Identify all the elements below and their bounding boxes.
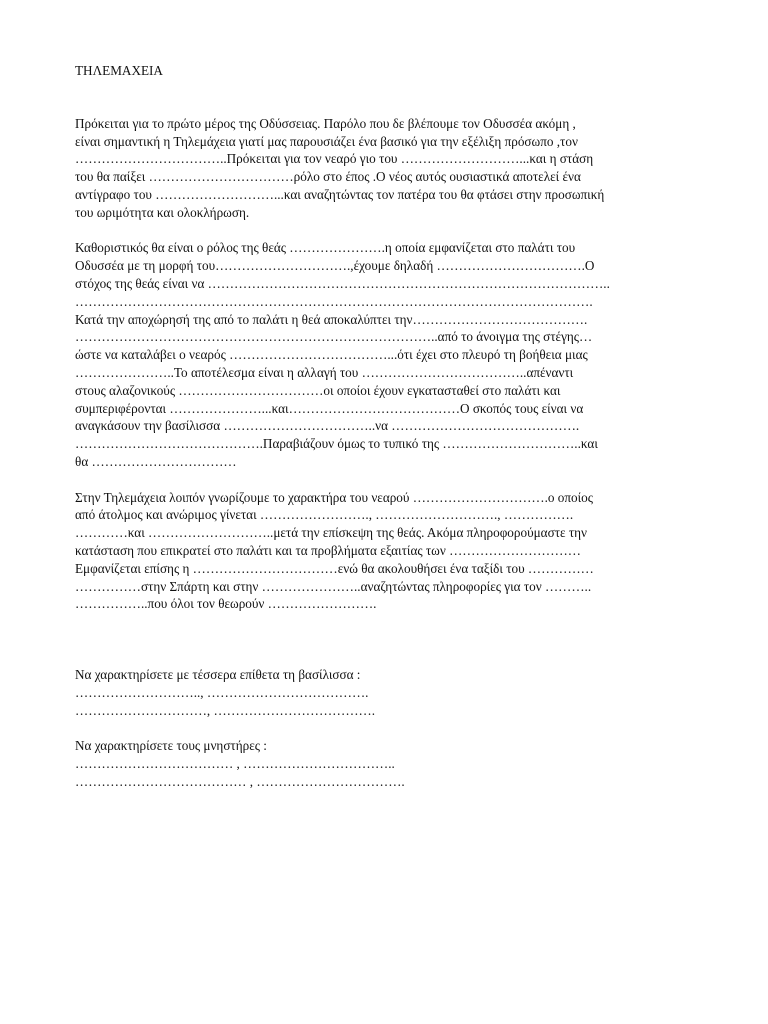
text-line: Καθοριστικός θα είναι ο ρόλος της θεάς ………………….η οποία εμφανίζεται στο παλάτι του [75,240,576,256]
text-line: Κατά την αποχώρησή της από το παλάτι η θεά αποκαλύπτει την…………………………………. [75,311,588,327]
text-line: ……………………………..Πρόκειται για τον νεαρό γιο του ………………………...και η στάση [75,151,594,167]
text-line: Οδυσσέα με τη μορφή του………………………….,έχουμε δηλαδή …………………………….Ο [75,258,595,274]
text-line: Πρόκειται για το πρώτο μέρος της Οδύσσειας. Παρόλο που δε βλέπουμε τον Οδυσσέα ακόμη , [75,115,576,131]
text-line: …………και ………………………..μετά την επίσκεψη της θεάς. Ακόμα πληροφορούμαστε την [75,525,587,541]
text-line: συμπεριφέρονται …………………...και…………………………………Ο σκοπός τους είναι να [75,400,584,416]
paragraph-intro [75,115,700,222]
text-line: ……………στην Σπάρτη και στην …………………..αναζητώντας πληροφορίες για τον ……….. [75,578,592,594]
text-line: από άτολμος και ανώριμος γίνεται ……………………., ………………………., ……………. [75,507,574,523]
text-line: θα …………………………… [75,453,237,469]
text-line: Εμφανίζεται επίσης η ……………………………ενώ θα ακολουθήσει ένα ταξίδι του …………… [75,560,594,576]
paragraph-goddess [75,239,700,470]
section-spacer [75,631,700,666]
text-line: …………………………………….Παραβιάζουν όμως το τυπικό της …………………………..και [75,436,598,452]
text-line: στόχος της θεάς είναι να ……………………………………………………………………………….. [75,275,610,291]
text-line: του ωριμότητα και ολοκλήρωση. [75,204,250,220]
text-line: …………………..Το αποτέλεσμα είναι η αλλαγή του ………………………………..απέναντι [75,364,574,380]
question-prompt: Να χαρακτηρίσετε τους μνηστήρες : [75,738,267,754]
text-line: Στην Τηλεμάχεια λοιπόν γνωρίζουμε το χαρακτήρα του νεαρού ………………………….ο οποίος [75,489,594,505]
text-line: κατάσταση που επικρατεί στο παλάτι και τα προβλήματα εξαιτίας των ………………………… [75,542,581,558]
text-line: ……………..που όλοι τον θεωρούν ……………………. [75,596,377,612]
text-line: ………………………………………………………………………..από το άνοιγμα της στέγης… [75,329,593,345]
text-line: ώστε να καταλάβει ο νεαρός ………………………………...ότι έχει στο πλευρό τη βοήθεια μιας [75,347,588,363]
text-line: ………………………………………………………………………………………………………. [75,293,593,309]
document-page [75,62,700,808]
answer-line: ……………………….., ………………………………. [75,684,369,700]
text-line: είναι σημαντική η Τηλεμάχεια γιατί μας παρουσιάζει ένα βασικό για την εξέλιξη πρόσωπο ,τον [75,133,578,149]
answer-line: ……………………………… , …………………………….. [75,755,395,771]
question-queen [75,666,700,719]
answer-line: ………………………………… , ……………………………. [75,773,405,789]
question-suitors [75,737,700,790]
text-line: αντίγραφο του ………………………...και αναζητώντας τον πατέρα του θα φτάσει στην προσωπική [75,186,605,202]
paragraph-summary [75,489,700,614]
question-prompt: Να χαρακτηρίσετε με τέσσερα επίθετα τη βασίλισσα : [75,666,361,682]
answer-line: …………………………, ………………………………. [75,702,376,718]
text-line: του θα παίξει ……………………………ρόλο στο έπος .Ο νέος αυτός ουσιαστικά αποτελεί ένα [75,169,581,185]
document-title: ΤΗΛΕΜΑΧΕΙΑ [75,63,163,78]
text-line: αναγκάσουν την βασίλισσα ……………………………..να ……………………………………. [75,418,580,434]
text-line: στους αλαζονικούς ……………………………οι οποίοι έχουν εγκατασταθεί στο παλάτι και [75,382,561,398]
